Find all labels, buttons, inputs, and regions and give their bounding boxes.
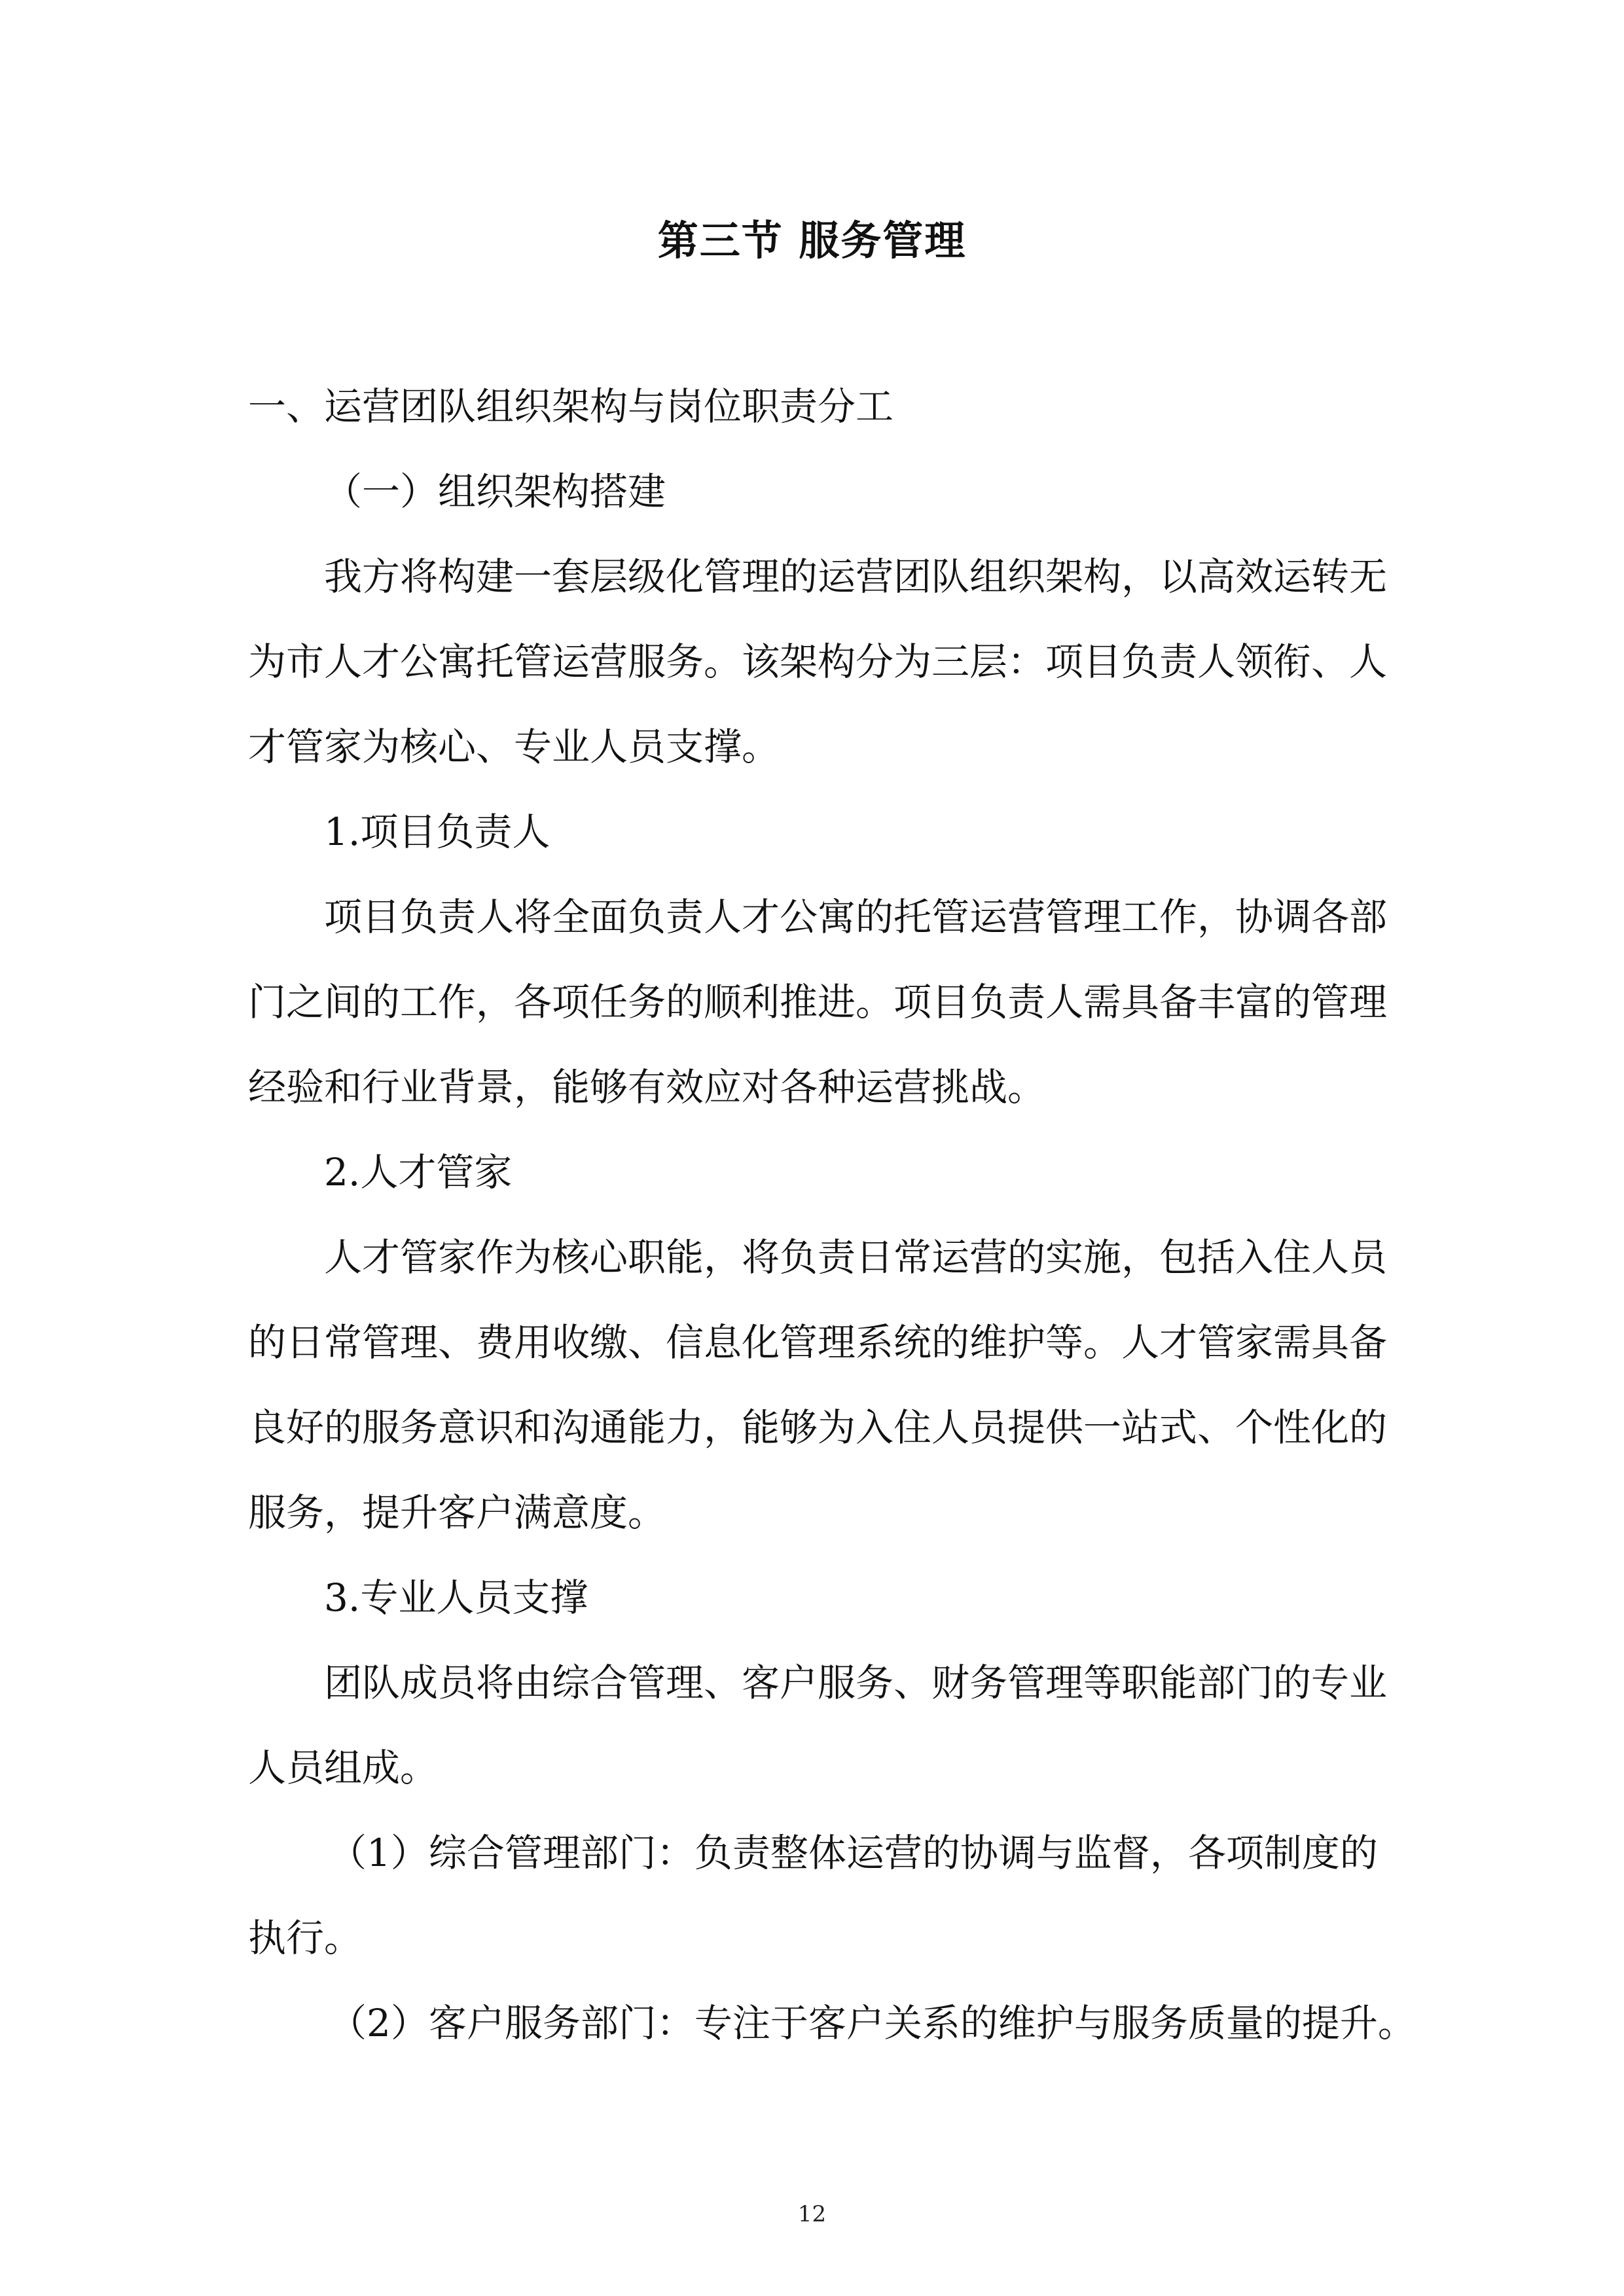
paragraph-line: 良好的服务意识和沟通能力，能够为入住人员提供一站式、个性化的	[248, 1405, 1388, 1450]
paragraph-line: 团队成员将由综合管理、客户服务、财务管理等职能部门的专业	[324, 1660, 1388, 1705]
heading-level-1: 一、运营团队组织架构与岗位职责分工	[248, 384, 894, 429]
section-title: 第三节 服务管理	[657, 217, 967, 264]
list-item-line: 执行。	[248, 1916, 363, 1960]
heading-level-2: （一）组织架构搭建	[324, 469, 666, 514]
paragraph-line: 门之间的工作，各项任务的顺利推进。项目负责人需具备丰富的管理	[248, 980, 1388, 1024]
paragraph-line: 人才管家作为核心职能，将负责日常运营的实施，包括入住人员	[324, 1235, 1388, 1280]
paragraph-line: 服务，提升客户满意度。	[248, 1490, 666, 1535]
page-number: 12	[797, 2201, 827, 2227]
paragraph-line: 的日常管理、费用收缴、信息化管理系统的维护等。人才管家需具备	[248, 1320, 1388, 1365]
paragraph-line: 人员组成。	[248, 1746, 439, 1790]
document-body	[248, 364, 1416, 2066]
list-item-line: （2）客户服务部门：专注于客户关系的维护与服务质量的提升。	[329, 2001, 1416, 2045]
paragraph-line: 经验和行业背景，能够有效应对各种运营挑战。	[248, 1065, 1046, 1109]
paragraph-line: 才管家为核心、专业人员支撑。	[248, 725, 780, 769]
list-item-line: （1）综合管理部门：负责整体运营的协调与监督，各项制度的	[329, 1831, 1378, 1875]
heading-level-3: 3.专业人员支撑	[324, 1575, 588, 1620]
paragraph-line: 为市人才公寓托管运营服务。该架构分为三层：项目负责人领衔、人	[248, 639, 1388, 684]
paragraph-line: 我方将构建一套层级化管理的运营团队组织架构，以高效运转无	[324, 554, 1388, 599]
heading-level-3: 2.人才管家	[324, 1150, 513, 1194]
heading-level-3: 1.项目负责人	[324, 810, 550, 854]
paragraph-line: 项目负责人将全面负责人才公寓的托管运营管理工作，协调各部	[324, 895, 1388, 939]
